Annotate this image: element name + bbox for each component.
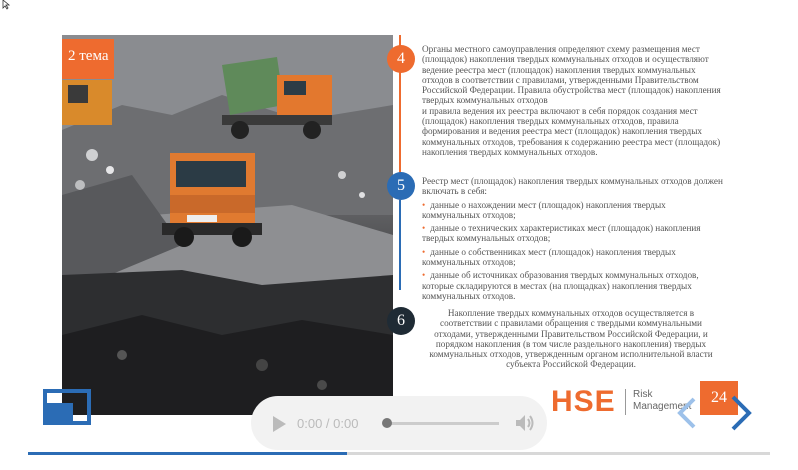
volume-icon[interactable] xyxy=(514,413,536,433)
logo-hse-text: HSE xyxy=(551,385,616,418)
section-5-text xyxy=(422,176,724,301)
section-number-5: 5 xyxy=(387,172,415,200)
previous-slide-icon[interactable] xyxy=(674,396,700,430)
landfill-photo xyxy=(62,35,393,415)
play-icon[interactable] xyxy=(271,415,287,433)
section-5-intro: Реестр мест (площадок) накопления твердых коммунальных отходов должен включать в себя: xyxy=(422,176,723,197)
section-4-paragraph-1: Органы местного самоуправления определяют схему размещения мест (площадок) накопления твердых коммунальных отходов и осуществляют ведение реестра мест (площадок) накопления твердых коммунальных отходов в соответствии с правилами, утвержденными Правительством Российской Федерации. Правила обустройства мест (площадок) накопления твердых коммунальных отходов xyxy=(422,44,721,106)
bullet-item: • данные о собственниках мест (площадок) накопления твердых коммунальных отходов; xyxy=(422,247,724,268)
logo-line-2: Management xyxy=(633,401,692,412)
section-4-text xyxy=(422,44,724,157)
slide xyxy=(62,35,768,418)
course-progress-fill xyxy=(28,452,347,455)
course-progress-bar xyxy=(28,452,770,455)
section-number-6: 6 xyxy=(387,307,415,335)
bullet-item: • данные о нахождении мест (площадок) накопления твердых коммунальных отходов; xyxy=(422,200,724,221)
section-number-4: 4 xyxy=(387,45,415,73)
window-mode-icon[interactable] xyxy=(43,389,91,425)
logo-divider xyxy=(625,389,626,415)
page-number-badge: 24 xyxy=(700,381,738,415)
section-6-text: Накопление твердых коммунальных отходов осуществляется в соответствии с правилами обращения с твердыми коммунальными отходами, утвержденными Правительством Российской Федерации, и порядком накопления (в том числе раздельного накопления) твердых коммунальных отходов, утвержденным органом исполнительной власти субъекта Российской Федерации. xyxy=(429,308,713,370)
section-4-paragraph-2: и правила ведения их реестра включают в себя порядок создания мест (площадок) накопления твердых коммунальных отходов, правила формирования и ведения реестра мест (площадок) накопления твердых коммунальных отходов, требования к содержанию реестра мест (площадок) накопления твердых коммунальных отходов. xyxy=(422,105,721,157)
next-slide-icon[interactable] xyxy=(727,394,755,432)
bullet-item: • данные об источниках образования твердых коммунальных отходов, которые складируются в местах (на площадках) накопления твердых коммунальных отходов. xyxy=(422,270,724,301)
audio-seek-bar[interactable] xyxy=(385,422,499,425)
mouse-cursor-icon xyxy=(2,0,14,10)
blue-divider-line xyxy=(399,200,401,290)
audio-seek-handle[interactable] xyxy=(382,418,392,428)
logo-line-1: Risk xyxy=(633,389,653,400)
bullet-item: • данные о технических характеристиках мест (площадок) накопления твердых коммунальных отходов; xyxy=(422,223,724,244)
audio-time: 0:00 / 0:00 xyxy=(297,416,359,431)
audio-player xyxy=(251,396,547,450)
topic-badge: 2 тема xyxy=(62,39,114,79)
